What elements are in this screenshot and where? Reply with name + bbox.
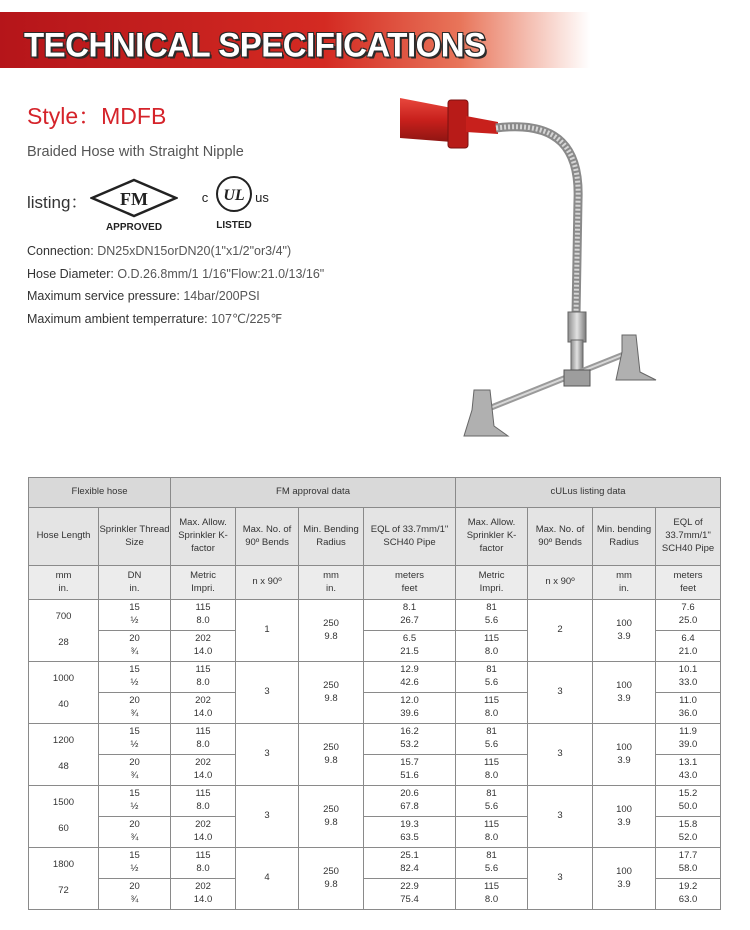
fm-logo-letters: FM <box>120 189 148 209</box>
fm-k-factor-cell <box>171 848 236 879</box>
cell-value: 20 <box>129 819 140 831</box>
title-banner <box>0 12 590 68</box>
cell-value: ¾ <box>130 646 139 657</box>
cell-value: 13.1 <box>678 757 698 769</box>
cell-value: 8.0 <box>196 863 210 874</box>
cell-value: 115 <box>483 819 500 831</box>
cell-value: 22.9 <box>400 881 419 893</box>
ul-logo-letters: UL <box>223 187 245 204</box>
pipe-flange <box>448 100 468 148</box>
cell-value: 19.2 <box>678 881 698 893</box>
product-image-braided-hose <box>390 90 690 445</box>
fm-k-factor-cell <box>171 631 236 662</box>
thread-size-cell <box>99 693 171 724</box>
spec-hose-diameter-value: O.D.26.8mm/1 1/16"Flow:21.0/13/16" <box>117 267 325 281</box>
cell-value: 8.0 <box>484 832 499 843</box>
cell-value: 8.0 <box>484 894 499 905</box>
reducer-fitting <box>568 312 586 342</box>
table-row <box>29 848 721 879</box>
cell-value: 26.7 <box>400 615 419 626</box>
unit-ul-k-factor <box>456 566 528 600</box>
pipe-nipple <box>466 116 498 134</box>
style-code: Style：MDFB <box>27 103 167 129</box>
fm-logo-caption: APPROVED <box>105 222 163 232</box>
cell-value: 81 <box>486 664 497 676</box>
ul-logo-c: c <box>201 190 209 205</box>
fm-eql-cell <box>364 848 456 879</box>
unit-text: mm <box>616 569 632 581</box>
cell-value: 202 <box>195 633 211 645</box>
cell-value: 100 <box>616 741 632 753</box>
ul-eql-cell <box>656 848 721 879</box>
cell-value: 100 <box>616 865 632 877</box>
ul-radius-cell <box>593 724 656 786</box>
cell-value: 15.8 <box>678 819 698 831</box>
cell-value: 39.6 <box>400 708 419 719</box>
cell-value: 8.0 <box>196 739 210 750</box>
fm-bends-cell: 3 <box>236 724 299 786</box>
ul-k-factor-cell <box>456 693 528 724</box>
cell-value: 1000 <box>52 673 75 685</box>
fm-eql-cell <box>364 879 456 910</box>
hose-length-cell <box>29 662 99 724</box>
cell-value: 202 <box>195 881 211 893</box>
unit-ul-eql <box>656 566 721 600</box>
cell-value: 81 <box>486 726 497 738</box>
cell-value: 16.2 <box>400 726 419 738</box>
ul-k-factor-cell <box>456 724 528 755</box>
fm-radius-cell <box>299 724 364 786</box>
ul-bends-cell: 3 <box>528 724 593 786</box>
cell-value: 82.4 <box>400 863 419 874</box>
cell-value: 15 <box>129 664 140 676</box>
cell-value: 115 <box>195 664 211 676</box>
cell-value: 25.1 <box>400 850 419 862</box>
unit-fm-bends: n x 90º <box>236 566 299 600</box>
cell-value: 3.9 <box>617 754 631 766</box>
cell-value: 40 <box>58 698 69 710</box>
cell-value: 10.1 <box>678 664 698 676</box>
culus-listed-logo <box>196 172 276 232</box>
ul-k-factor-cell <box>456 600 528 631</box>
listing-label: listing： <box>27 193 88 212</box>
unit-ul-bends: n x 90º <box>528 566 593 600</box>
spec-table <box>28 477 721 910</box>
cell-value: 100 <box>616 617 632 629</box>
spec-ambient-temperature-label: Maximum ambient temperrature: <box>27 312 208 326</box>
cell-value: 43.0 <box>678 770 698 781</box>
unit-fm-k-factor <box>171 566 236 600</box>
cell-value: 115 <box>483 881 500 893</box>
unit-fm-radius <box>299 566 364 600</box>
cell-value: 81 <box>486 602 497 614</box>
ul-eql-cell <box>656 786 721 817</box>
spec-connection <box>27 244 291 258</box>
cell-value: 202 <box>195 757 211 769</box>
cell-value: 115 <box>195 788 211 800</box>
cell-value: 50.0 <box>678 801 698 812</box>
cell-value: ½ <box>130 615 139 626</box>
cell-value: 250 <box>323 679 339 691</box>
cell-value: ¾ <box>130 708 139 719</box>
ul-k-factor-cell <box>456 817 528 848</box>
cell-value: 202 <box>195 695 211 707</box>
spec-table-body <box>29 600 721 910</box>
cell-value: 72 <box>58 884 69 896</box>
cell-value: 52.0 <box>678 832 698 843</box>
spec-service-pressure-value: 14bar/200PSI <box>183 289 260 303</box>
cell-value: 5.6 <box>484 615 499 626</box>
fm-radius-cell <box>299 786 364 848</box>
cell-value: 63.5 <box>400 832 419 843</box>
cell-value: 700 <box>55 611 72 623</box>
cell-value: 250 <box>323 617 339 629</box>
ul-eql-cell <box>656 817 721 848</box>
col-fm-bends: Max. No. of 90º Bends <box>236 508 299 566</box>
cell-value: 20 <box>129 695 140 707</box>
hose-length-cell <box>29 786 99 848</box>
cell-value: 9.8 <box>324 754 338 766</box>
cell-value: 6.5 <box>402 633 417 645</box>
cell-value: 8.0 <box>484 646 499 657</box>
table-row <box>29 786 721 817</box>
unit-text: in. <box>325 582 337 594</box>
cell-value: 60 <box>58 822 69 834</box>
cell-value: 115 <box>483 695 500 707</box>
table-row <box>29 724 721 755</box>
thread-size-cell <box>99 879 171 910</box>
ul-k-factor-cell <box>456 755 528 786</box>
bracket-foot-right <box>616 335 656 380</box>
spec-service-pressure-label: Maximum service pressure: <box>27 289 180 303</box>
thread-size-cell <box>99 817 171 848</box>
fm-k-factor-cell <box>171 600 236 631</box>
cell-value: 15 <box>129 726 140 738</box>
cell-value: ½ <box>130 863 139 874</box>
fm-eql-cell <box>364 817 456 848</box>
cell-value: 7.6 <box>681 602 695 614</box>
cell-value: 115 <box>483 633 500 645</box>
col-fm-eql: EQL of 33.7mm/1" SCH40 Pipe <box>364 508 456 566</box>
cell-value: 15 <box>129 788 140 800</box>
fm-k-factor-cell <box>171 724 236 755</box>
cell-value: 15.2 <box>678 788 698 800</box>
cell-value: 115 <box>195 726 211 738</box>
ul-k-factor-cell <box>456 848 528 879</box>
unit-text: Metric <box>190 569 216 581</box>
cell-value: 19.3 <box>400 819 419 831</box>
cell-value: 58.0 <box>678 863 698 874</box>
cell-value: 28 <box>58 636 69 648</box>
spec-ambient-temperature <box>27 311 282 326</box>
cell-value: 14.0 <box>193 646 213 657</box>
cell-value: 8.1 <box>402 602 417 614</box>
table-row <box>29 662 721 693</box>
cell-value: 100 <box>616 679 632 691</box>
cell-value: 15.7 <box>400 757 419 769</box>
ul-eql-cell <box>656 724 721 755</box>
unit-text: feet <box>680 582 696 594</box>
cell-value: ¾ <box>130 832 139 843</box>
unit-text: Impri. <box>479 582 504 594</box>
cell-value: 20.6 <box>400 788 419 800</box>
cell-value: 250 <box>323 865 339 877</box>
cell-value: 5.6 <box>484 739 499 750</box>
cell-value: 250 <box>323 803 339 815</box>
ul-bends-cell: 2 <box>528 600 593 662</box>
thread-size-cell <box>99 724 171 755</box>
ul-eql-cell <box>656 755 721 786</box>
product-subtitle: Braided Hose with Straight Nipple <box>27 144 244 160</box>
unit-ul-radius <box>593 566 656 600</box>
spec-ambient-temperature-value: 107℃/225℉ <box>211 312 283 326</box>
bracket-foot-left <box>464 390 508 436</box>
cell-value: 75.4 <box>400 894 419 905</box>
cell-value: 81 <box>486 850 497 862</box>
cell-value: 3.9 <box>617 816 631 828</box>
hose-length-cell <box>29 848 99 910</box>
cell-value: 9.8 <box>324 816 338 828</box>
col-fm-k-factor: Max. Allow. Sprinkler K-factor <box>171 508 236 566</box>
cell-value: 53.2 <box>400 739 419 750</box>
cell-value: 100 <box>616 803 632 815</box>
cell-value: 9.8 <box>324 630 338 642</box>
cell-value: 8.0 <box>196 677 210 688</box>
page-title: TECHNICAL SPECIFICATIONS <box>24 25 486 64</box>
unit-text: mm <box>55 569 72 581</box>
unit-row <box>29 566 721 600</box>
bracket-clamp <box>564 370 590 386</box>
thread-size-cell <box>99 662 171 693</box>
spec-connection-label: Connection: <box>27 244 94 258</box>
unit-text: in. <box>618 582 630 594</box>
cell-value: 5.6 <box>484 801 499 812</box>
fm-approved-logo <box>90 178 178 232</box>
unit-text: Metric <box>478 569 505 581</box>
group-culus-listing: cULus listing data <box>456 478 721 508</box>
red-pipe <box>400 98 452 142</box>
col-ul-eql: EQL of 33.7mm/1" SCH40 Pipe <box>656 508 721 566</box>
fm-eql-cell <box>364 631 456 662</box>
bracket-bar-highlight <box>480 352 630 412</box>
hose-length-cell <box>29 600 99 662</box>
thread-size-cell <box>99 600 171 631</box>
thread-size-cell <box>99 755 171 786</box>
ul-k-factor-cell <box>456 631 528 662</box>
cell-value: 20 <box>129 633 140 645</box>
col-hose-length: Hose Length <box>29 508 99 566</box>
thread-size-cell <box>99 786 171 817</box>
unit-text: meters <box>394 569 425 581</box>
fm-k-factor-cell <box>171 693 236 724</box>
cell-value: 14.0 <box>193 708 213 719</box>
cell-value: 20 <box>129 881 140 893</box>
cell-value: 33.0 <box>678 677 698 688</box>
unit-hose-length <box>29 566 99 600</box>
cell-value: 115 <box>195 602 211 614</box>
unit-text: meters <box>673 569 703 581</box>
fm-eql-cell <box>364 786 456 817</box>
cell-value: ½ <box>130 739 139 750</box>
cell-value: 8.0 <box>196 615 210 626</box>
fm-k-factor-cell <box>171 662 236 693</box>
unit-text: in. <box>129 582 140 594</box>
fm-eql-cell <box>364 755 456 786</box>
fm-bends-cell: 3 <box>236 662 299 724</box>
cell-value: 81 <box>486 788 497 800</box>
cell-value: 25.0 <box>678 615 698 626</box>
group-header-row <box>29 478 721 508</box>
fm-eql-cell <box>364 662 456 693</box>
col-ul-k-factor: Max. Allow. Sprinkler K-factor <box>456 508 528 566</box>
cell-value: ¾ <box>130 894 139 905</box>
cell-value: 5.6 <box>484 863 499 874</box>
ul-k-factor-cell <box>456 786 528 817</box>
fm-k-factor-cell <box>171 786 236 817</box>
group-fm-approval: FM approval data <box>171 478 456 508</box>
ul-eql-cell <box>656 879 721 910</box>
cell-value: 3.9 <box>617 692 631 704</box>
cell-value: 12.9 <box>400 664 419 676</box>
unit-text: Impri. <box>191 582 215 594</box>
thread-size-cell <box>99 848 171 879</box>
cell-value: 67.8 <box>400 801 419 812</box>
ul-bends-cell: 3 <box>528 848 593 910</box>
fm-bends-cell: 3 <box>236 786 299 848</box>
spec-hose-diameter <box>27 267 324 281</box>
fm-eql-cell <box>364 724 456 755</box>
col-fm-radius: Min. Bending Radius <box>299 508 364 566</box>
cell-value: 39.0 <box>678 739 698 750</box>
fm-eql-cell <box>364 693 456 724</box>
cell-value: 42.6 <box>400 677 419 688</box>
fm-k-factor-cell <box>171 817 236 848</box>
cell-value: 9.8 <box>324 692 338 704</box>
cell-value: 1800 <box>52 859 75 871</box>
unit-text: mm <box>323 569 339 581</box>
column-header-row <box>29 508 721 566</box>
cell-value: 11.9 <box>679 726 697 738</box>
cell-value: ½ <box>130 677 139 688</box>
cell-value: 1500 <box>52 797 75 809</box>
cell-value: 15 <box>129 850 140 862</box>
cell-value: 115 <box>483 757 500 769</box>
cell-value: ¾ <box>130 770 139 781</box>
ul-radius-cell <box>593 662 656 724</box>
cell-value: 5.6 <box>484 677 499 688</box>
cell-value: 12.0 <box>400 695 419 707</box>
fm-k-factor-cell <box>171 755 236 786</box>
ul-bends-cell: 3 <box>528 662 593 724</box>
fm-radius-cell <box>299 600 364 662</box>
ul-radius-cell <box>593 848 656 910</box>
spec-connection-value: DN25xDN15orDN20(1"x1/2"or3/4") <box>97 244 292 258</box>
cell-value: 51.6 <box>400 770 419 781</box>
fm-radius-cell <box>299 662 364 724</box>
table-row <box>29 600 721 631</box>
cell-value: 17.7 <box>678 850 698 862</box>
cell-value: 3.9 <box>617 878 631 890</box>
cell-value: 11.0 <box>679 695 697 707</box>
cell-value: ½ <box>130 801 139 812</box>
cell-value: 8.0 <box>484 770 499 781</box>
col-ul-bends: Max. No. of 90º Bends <box>528 508 593 566</box>
fm-bends-cell: 1 <box>236 600 299 662</box>
cell-value: 15 <box>129 602 140 614</box>
cell-value: 48 <box>58 760 69 772</box>
cell-value: 1200 <box>52 735 75 747</box>
cell-value: 36.0 <box>678 708 698 719</box>
ul-logo-caption: LISTED <box>216 220 252 231</box>
cell-value: 14.0 <box>193 894 213 905</box>
spec-table-container <box>28 477 720 910</box>
thread-size-cell <box>99 631 171 662</box>
cell-value: 14.0 <box>193 770 213 781</box>
fm-eql-cell <box>364 600 456 631</box>
cell-value: 9.8 <box>324 878 338 890</box>
cell-value: 3.9 <box>617 630 631 642</box>
ul-eql-cell <box>656 600 721 631</box>
unit-fm-eql <box>364 566 456 600</box>
cell-value: 202 <box>195 819 211 831</box>
cell-value: 14.0 <box>193 832 213 843</box>
fm-bends-cell: 4 <box>236 848 299 910</box>
cell-value: 6.4 <box>681 633 695 645</box>
ul-eql-cell <box>656 631 721 662</box>
ul-k-factor-cell <box>456 879 528 910</box>
col-thread-size: Sprinkler Thread Size <box>99 508 171 566</box>
braided-hose-outer <box>496 127 578 315</box>
cell-value: 20 <box>129 757 140 769</box>
cell-value: 250 <box>323 741 339 753</box>
ul-eql-cell <box>656 693 721 724</box>
col-ul-radius: Min. bending Radius <box>593 508 656 566</box>
cell-value: 21.5 <box>400 646 419 657</box>
hose-length-cell <box>29 724 99 786</box>
spec-hose-diameter-label: Hose Diameter: <box>27 267 114 281</box>
ul-radius-cell <box>593 786 656 848</box>
unit-text: feet <box>401 582 418 594</box>
cell-value: 8.0 <box>196 801 210 812</box>
cell-value: 115 <box>195 850 211 862</box>
unit-thread-size <box>99 566 171 600</box>
cell-value: 21.0 <box>678 646 698 657</box>
cell-value: 8.0 <box>484 708 499 719</box>
ul-bends-cell: 3 <box>528 786 593 848</box>
fm-radius-cell <box>299 848 364 910</box>
cell-value: 63.0 <box>678 894 698 905</box>
ul-radius-cell <box>593 600 656 662</box>
unit-text: DN <box>127 569 142 581</box>
ul-eql-cell <box>656 662 721 693</box>
ul-k-factor-cell <box>456 662 528 693</box>
ul-logo-us: us <box>255 190 269 205</box>
spec-service-pressure <box>27 289 260 303</box>
group-flexible-hose: Flexible hose <box>29 478 171 508</box>
unit-text: in. <box>58 582 69 594</box>
fm-k-factor-cell <box>171 879 236 910</box>
